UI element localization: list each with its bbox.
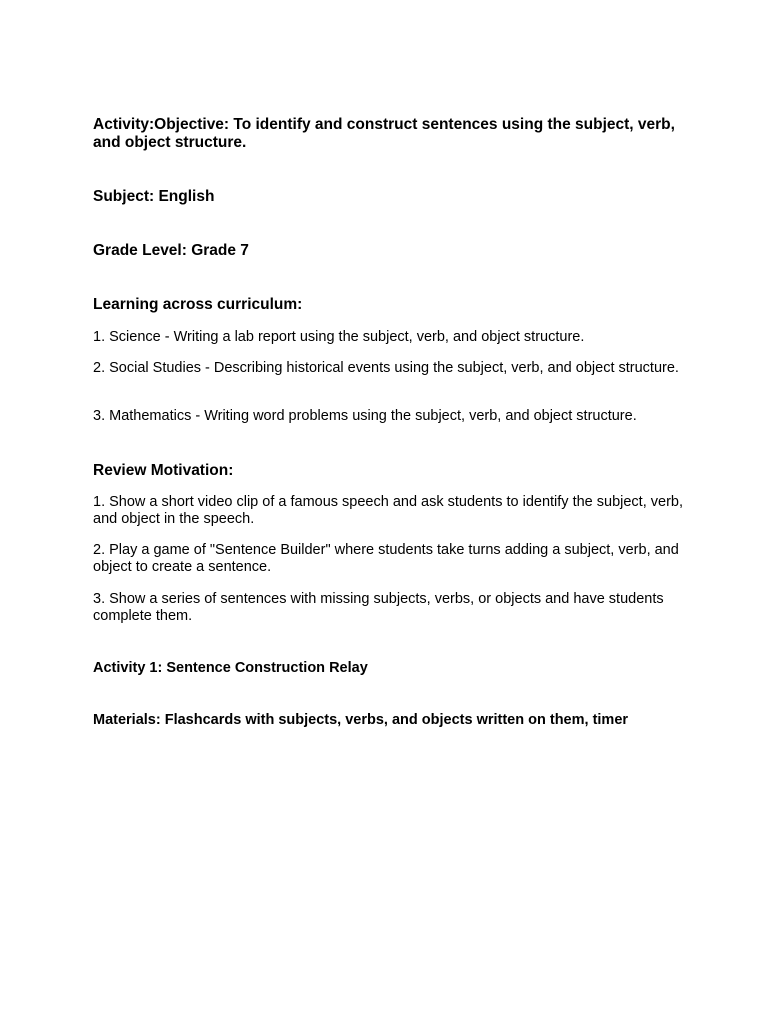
motivation-item-sentences: 3. Show a series of sentences with missing subjects, verbs, or objects and have students complete them. — [93, 591, 664, 624]
curriculum-item-social-studies: 2. Social Studies - Describing historical events using the subject, verb, and object structure. — [93, 360, 679, 376]
materials-heading: Materials: Flashcards with subjects, verbs, and objects written on them, timer — [93, 712, 629, 728]
grade-level-heading: Grade Level: Grade 7 — [93, 242, 249, 259]
curriculum-item-science: 1. Science - Writing a lab report using the subject, verb, and object structure. — [93, 329, 585, 345]
objective-heading: Activity:Objective: To identify and construct sentences using the subject, verb, and object structure. — [93, 116, 675, 151]
motivation-item-game: 2. Play a game of "Sentence Builder" where students take turns adding a subject, verb, and object to create a sentence. — [93, 542, 679, 575]
motivation-item-video: 1. Show a short video clip of a famous speech and ask students to identify the subject, verb, and object in the speech. — [93, 494, 684, 527]
subject-heading: Subject: English — [93, 188, 215, 205]
activity-1-heading: Activity 1: Sentence Construction Relay — [93, 660, 368, 676]
review-motivation-heading: Review Motivation: — [93, 462, 234, 479]
curriculum-item-mathematics: 3. Mathematics - Writing word problems using the subject, verb, and object structure. — [93, 408, 637, 424]
learning-across-curriculum-heading: Learning across curriculum: — [93, 296, 303, 313]
